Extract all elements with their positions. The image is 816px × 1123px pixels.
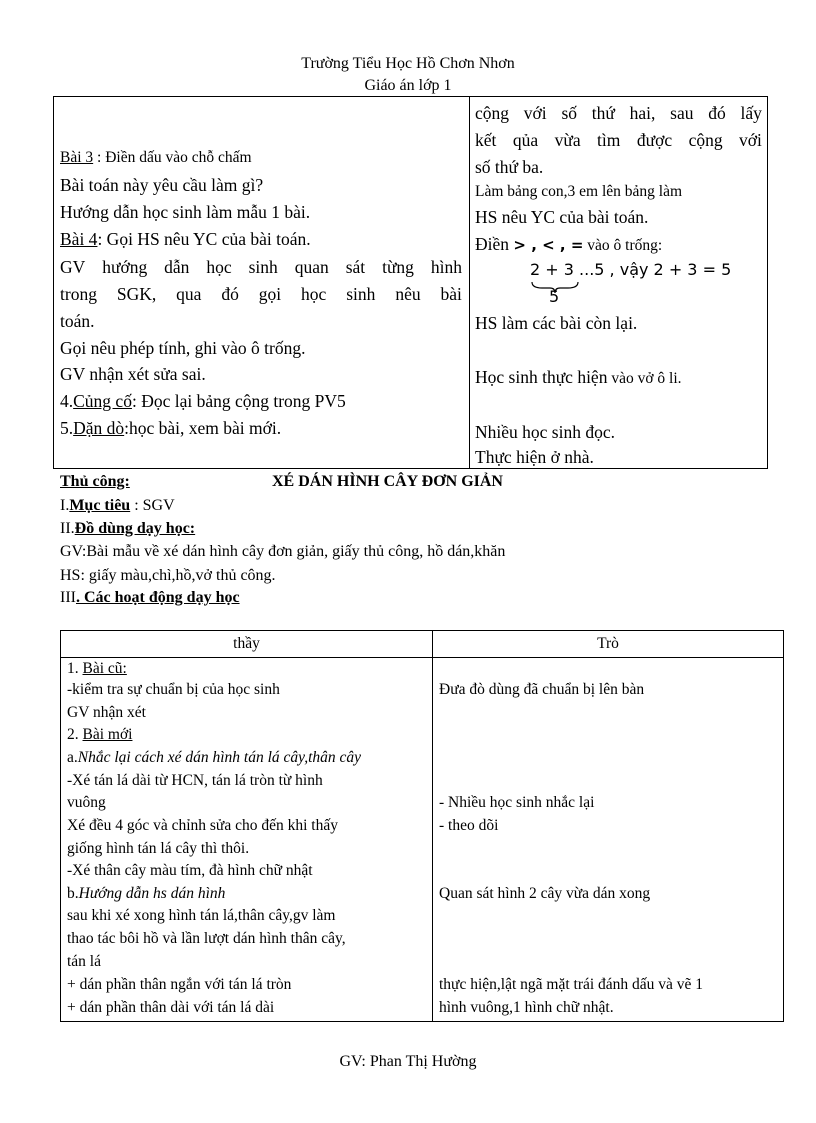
teacher-line: + dán phần thân ngắn với tán lá tròn <box>67 976 292 993</box>
word: qủa <box>512 130 539 150</box>
guide-line: Hướng dẫn học sinh làm mẫu 1 bài. <box>60 202 311 222</box>
student-line: - Nhiều học sinh nhắc lại <box>439 794 595 811</box>
bai4-line <box>60 229 311 250</box>
word: thứ <box>591 103 615 123</box>
word: trong <box>60 284 97 304</box>
student-line: Quan sát hình 2 cây vừa dán xong <box>439 885 651 902</box>
teacher-signature: GV: Phan Thị Hường <box>339 1053 477 1070</box>
right-line-3: số thứ ba. <box>475 157 544 177</box>
muc-tieu-text: : SGV <box>130 497 175 514</box>
bai-moi-label: Bài mới <box>82 726 133 743</box>
cung-co-text: : Đọc lại bảng cộng trong PV5 <box>131 391 346 411</box>
word: đó <box>708 103 726 123</box>
header-divider <box>61 657 783 658</box>
hs-exec-b: vào vở ô li. <box>607 370 682 387</box>
do-dung-label: Đồ dùng dạy học: <box>74 520 196 537</box>
lesson-table <box>53 96 768 469</box>
num: 5. <box>60 418 74 438</box>
num: II. <box>60 520 75 537</box>
teacher-line: -kiểm tra sự chuẩn bị của học sinh <box>67 681 280 698</box>
bai-moi-line <box>67 726 132 744</box>
num: 2. <box>67 726 83 743</box>
hs-exec-line <box>475 367 682 388</box>
bai3-text: : Điền dấu vào chỗ chấm <box>93 149 252 166</box>
word: với <box>739 130 762 150</box>
call-line: Gọi nêu phép tính, ghi vào ô trống. <box>60 338 306 358</box>
teacher-line: giống hình tán lá cây thì thôi. <box>67 840 250 857</box>
teacher-line: + dán phần thân dài với tán lá dài <box>67 999 275 1016</box>
word: cộng <box>688 130 723 150</box>
word: nêu <box>395 284 421 304</box>
prefix: a. <box>67 749 78 766</box>
word: từng <box>382 257 414 277</box>
class-plan-label: Giáo án lớp 1 <box>364 77 452 94</box>
math-example <box>530 260 731 279</box>
muc-tieu-line <box>60 497 175 515</box>
hs-materials: HS: giấy màu,chì,hồ,vở thủ công. <box>60 567 276 584</box>
word: sau <box>670 103 694 123</box>
student-line: Đưa đò dùng đã chuẩn bị lên bàn <box>439 681 645 698</box>
teacher-line: GV nhận xét <box>67 704 146 721</box>
bai3-line <box>60 149 252 167</box>
teacher-line: vuông <box>67 794 106 811</box>
many-read-line: Nhiều học sinh đọc. <box>475 422 615 442</box>
word: kết <box>475 130 497 150</box>
comparison-symbols: > , < , = <box>513 236 584 254</box>
bai4-label: Bài 4 <box>60 229 98 249</box>
hoat-dong-line <box>60 589 240 607</box>
prefix: b. <box>67 885 79 902</box>
math-expr: 2 + 3 <box>530 260 574 279</box>
school-name: Trường Tiểu Học Hồ Chơn Nhơn <box>301 55 515 72</box>
hs-request-line: HS nêu YC của bài toán. <box>475 207 649 227</box>
teacher-line <box>67 749 361 767</box>
board-work-line: Làm bảng con,3 em lên bảng làm <box>475 183 683 200</box>
word: qua <box>176 284 202 304</box>
teacher-line: -Xé thân cây màu tím, đà hình chữ nhật <box>67 862 313 879</box>
word: quan <box>294 257 329 277</box>
lesson-title: XÉ DÁN HÌNH CÂY ĐƠN GIẢN <box>272 473 503 490</box>
word: SGK, <box>116 284 157 304</box>
header-student: Trò <box>597 635 619 652</box>
bai-cu-label: Bài cũ: <box>82 660 127 677</box>
right-line-1 <box>475 103 762 124</box>
word: số <box>561 103 577 123</box>
num: 1. <box>67 660 83 677</box>
cung-co-label: Củng cố <box>73 391 132 411</box>
word: dẫn <box>164 257 190 277</box>
num: I. <box>60 497 70 514</box>
question-line: Bài toán này yêu cầu làm gì? <box>60 175 264 195</box>
bai3-label: Bài 3 <box>60 149 94 166</box>
word: gọi <box>258 284 282 304</box>
word: học <box>301 284 327 304</box>
hoat-dong-label: . Các hoạt động dạy học <box>75 589 240 606</box>
student-line: thực hiện,lật ngã mặt trái đánh dấu và vẽ 1 <box>439 976 704 993</box>
teacher-line: tán lá <box>67 953 101 970</box>
word: học <box>206 257 232 277</box>
word: được <box>636 130 673 150</box>
word: sát <box>345 257 366 277</box>
num: 4. <box>60 391 74 411</box>
column-divider <box>469 97 470 468</box>
word: tìm <box>597 130 621 150</box>
fill-suffix: vào ô trống: <box>583 237 663 254</box>
gv-guide-line-2 <box>60 284 462 305</box>
gv-materials: GV:Bài mẫu về xé dán hình cây đơn giản, giấy thủ công, hồ dán,khăn <box>60 543 506 560</box>
word: với <box>523 103 547 123</box>
homework-line: Thực hiện ở nhà. <box>475 447 594 467</box>
fill-prefix: Điền <box>475 234 514 254</box>
italic-text: Nhắc lại cách xé dán hình tán lá cây,thân cây <box>77 749 362 766</box>
muc-tieu-label: Mục tiêu <box>69 497 131 514</box>
gv-guide-line-1 <box>60 257 462 278</box>
math-rest: ...5 , vậy 2 + 3 = 5 <box>573 260 732 279</box>
word: bài <box>440 284 462 304</box>
dan-do-line <box>60 418 281 439</box>
word: hình <box>430 257 462 277</box>
bai4-text: : Gọi HS nêu YC của bài toán. <box>97 229 311 249</box>
num: III <box>60 589 76 606</box>
activity-table <box>60 630 784 1022</box>
word: vừa <box>554 130 581 150</box>
dan-do-text: :học bài, xem bài mới. <box>124 418 282 438</box>
word: cộng <box>475 103 510 123</box>
student-line: hình vuông,1 hình chữ nhật. <box>439 999 614 1016</box>
subject-label: Thủ công: <box>60 473 130 490</box>
italic-text: Hướng dẫn hs dán hình <box>78 885 226 902</box>
teacher-line: Xé đều 4 góc và chỉnh sửa cho đến khi thấy <box>67 817 338 834</box>
word: sinh <box>346 284 376 304</box>
header-teacher: thầy <box>233 635 260 652</box>
bai-cu-line <box>67 660 127 678</box>
hs-exec-a: Học sinh thực hiện <box>475 367 608 387</box>
word: GV <box>60 257 86 277</box>
fill-sign-line <box>475 234 662 255</box>
teacher-line: sau khi xé xong hình tán lá,thân cây,gv làm <box>67 907 336 924</box>
word: hướng <box>102 257 148 277</box>
teacher-line: thao tác bôi hồ và lần lượt dán hình thân cây, <box>67 930 346 947</box>
do-dung-line <box>60 520 195 538</box>
student-line: - theo dõi <box>439 817 499 834</box>
dan-do-label: Dặn dò <box>73 418 125 438</box>
word: đó <box>221 284 239 304</box>
word: lấy <box>740 103 762 123</box>
gv-guide-line-3: toán. <box>60 311 95 331</box>
word: sinh <box>248 257 278 277</box>
teacher-line: -Xé tán lá dài từ HCN, tán lá tròn từ hình <box>67 772 323 789</box>
review-line: GV nhận xét sửa sai. <box>60 364 206 384</box>
cung-co-line <box>60 391 346 412</box>
column-divider <box>432 631 433 1021</box>
hs-rest-line: HS làm các bài còn lại. <box>475 313 638 333</box>
teacher-line <box>67 885 225 903</box>
math-sum: 5 <box>549 287 560 306</box>
word: hai, <box>629 103 656 123</box>
right-line-2 <box>475 130 762 151</box>
